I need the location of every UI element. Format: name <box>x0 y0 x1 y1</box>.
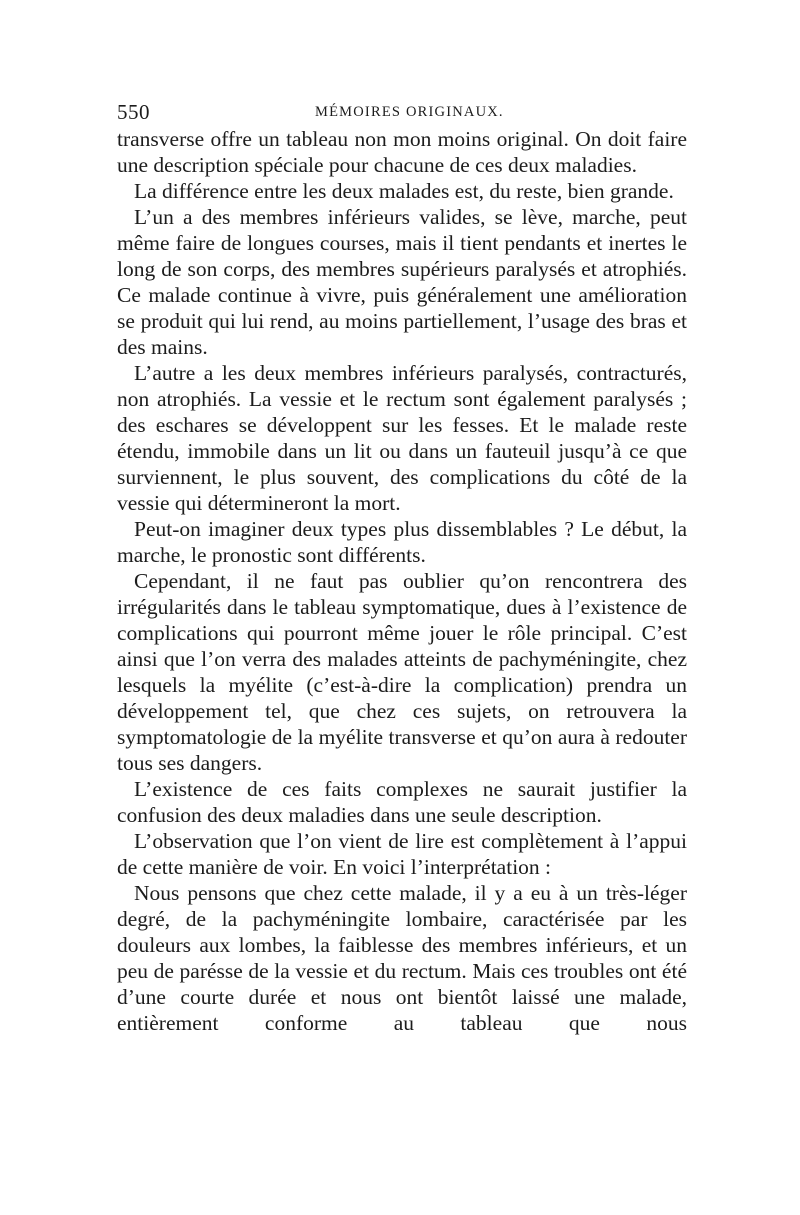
body-text <box>117 126 687 1036</box>
paragraph-9: Nous pensons que chez cette malade, il y a eu à un très-léger degré, de la pachyméningite lombaire, caractérisée par les douleurs aux lombes, la faiblesse des membres inférieurs, et un peu de parésse de la vessie et du rectum. Mais ces troubles ont été d’une courte durée et nous ont bientôt laissé une malade, entièrement conforme au tableau que nous <box>117 881 687 1035</box>
paragraph-8: L’observation que l’on vient de lire est complètement à l’appui de cette manière de voir. En voici l’interprétation : <box>117 829 687 879</box>
page-header <box>117 100 687 126</box>
page-number: 550 <box>117 100 150 124</box>
paragraph-5: Peut-on imaginer deux types plus dissemblables ? Le début, la marche, le pronostic sont différents. <box>117 517 687 567</box>
paragraph-6: Cependant, il ne faut pas oublier qu’on rencontrera des irrégularités dans le tableau symptomatique, dues à l’existence de complications qui pourront même jouer le rôle principal. C’est ainsi que l’on verra des malades atteints de pachyméningite, chez lesquels la myélite (c’est-à-dire la complication) prendra un développement tel, que chez ces sujets, on retrouvera la symptomatologie de la myélite transverse et qu’on aura à redouter tous ses dangers. <box>117 569 687 775</box>
paragraph-7: L’existence de ces faits complexes ne saurait justifier la confusion des deux maladies dans une seule description. <box>117 777 687 827</box>
paragraph-3: L’un a des membres inférieurs valides, se lève, marche, peut même faire de longues courses, mais il tient pendants et inertes le long de son corps, des membres supérieurs paralysés et atrophiés. Ce malade continue à vivre, puis généralement une amélioration se produit qui lui rend, au moins partiellement, l’usage des bras et des mains. <box>117 205 687 359</box>
paragraph-1: transverse offre un tableau non mon moins original. On doit faire une description spéciale pour chacune de ces deux maladies. <box>117 127 687 177</box>
paragraph-4: L’autre a les deux membres inférieurs paralysés, contracturés, non atrophiés. La vessie et le rectum sont également paralysés ; des eschares se développent sur les fesses. Et le malade reste étendu, immobile dans un lit ou dans un fauteuil jusqu’à ce que surviennent, le plus souvent, des complications du côté de la vessie qui détermineront la mort. <box>117 361 687 515</box>
paragraph-2: La différence entre les deux malades est, du reste, bien grande. <box>134 179 674 203</box>
running-head: MÉMOIRES ORIGINAUX. <box>315 104 504 120</box>
